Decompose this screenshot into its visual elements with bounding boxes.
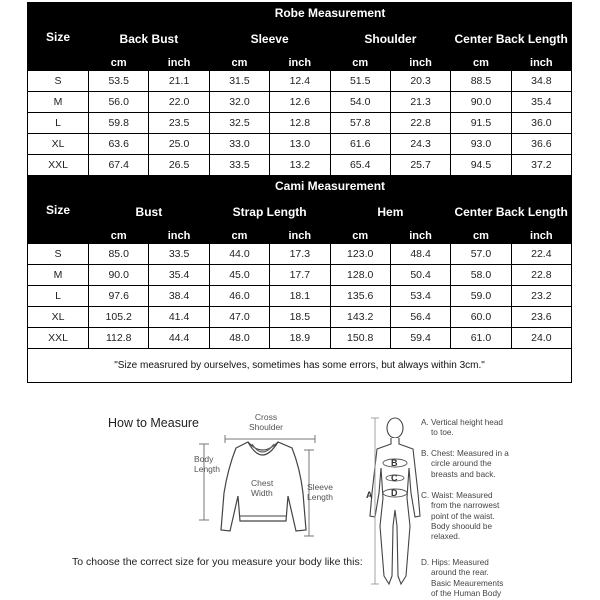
measurement-value: 20.3 xyxy=(390,71,450,92)
note-line: breasts and back. xyxy=(431,469,496,479)
body-length-label-line1: Body xyxy=(194,454,214,464)
measurement-value: 12.6 xyxy=(270,92,330,113)
chest-width-label-line1: Chest xyxy=(251,478,274,488)
measurement-value: 61.6 xyxy=(330,134,390,155)
note-letter: B. xyxy=(421,449,429,458)
measurement-value: 63.6 xyxy=(89,134,149,155)
measurement-value: 38.4 xyxy=(149,286,209,307)
measurement-value: 21.3 xyxy=(390,92,450,113)
cami-unit-header: inch xyxy=(390,228,450,244)
measurement-value: 67.4 xyxy=(89,155,149,176)
measurement-note-a xyxy=(421,418,503,439)
robe-units-row xyxy=(28,55,572,71)
table-row xyxy=(28,286,572,307)
measurement-note-b xyxy=(421,449,509,480)
body-letter-a: A xyxy=(366,490,373,500)
cami-unit-header: cm xyxy=(330,228,390,244)
size-label: XL xyxy=(28,307,89,328)
measurement-value: 97.6 xyxy=(89,286,149,307)
measurement-value: 90.0 xyxy=(451,92,511,113)
measurement-value: 60.0 xyxy=(451,307,511,328)
table-row xyxy=(28,92,572,113)
how-to-measure-title: How to Measure xyxy=(108,416,200,430)
sleeve-length-label-line2: Length xyxy=(307,492,333,502)
cami-unit-header: cm xyxy=(451,228,511,244)
size-label: XXL xyxy=(28,155,89,176)
measurement-value: 44.4 xyxy=(149,328,209,349)
note-text: Chest: Measured in a xyxy=(431,449,509,458)
measurement-value: 33.5 xyxy=(149,244,209,265)
body-letter-b: B xyxy=(391,458,398,468)
measurement-value: 48.4 xyxy=(390,244,450,265)
robe-unit-header: cm xyxy=(451,55,511,71)
measurement-value: 85.0 xyxy=(89,244,149,265)
cami-column-header: Bust xyxy=(89,197,210,228)
note-line xyxy=(421,558,503,568)
sleeve-length-label-line1: Sleeve xyxy=(307,482,333,492)
table-row xyxy=(28,134,572,155)
measurement-value: 150.8 xyxy=(330,328,390,349)
measurement-value: 94.5 xyxy=(451,155,511,176)
measurement-value: 35.4 xyxy=(149,265,209,286)
note-letter: A. xyxy=(421,418,429,427)
measurement-value: 36.6 xyxy=(511,134,571,155)
note-text: Vertical height head xyxy=(431,418,503,427)
measurement-value: 25.7 xyxy=(390,155,450,176)
size-note-row xyxy=(28,349,572,383)
table-row xyxy=(28,244,572,265)
measurement-value: 128.0 xyxy=(330,265,390,286)
measurement-value: 91.5 xyxy=(451,113,511,134)
measurement-value: 24.0 xyxy=(511,328,571,349)
size-label: S xyxy=(28,71,89,92)
robe-title-row xyxy=(28,3,572,24)
robe-column-header-row xyxy=(28,24,572,55)
measurement-value: 13.2 xyxy=(270,155,330,176)
note-line: from the narrowest xyxy=(431,501,500,511)
robe-column-header: Center Back Length xyxy=(451,24,572,55)
note-letter: C. xyxy=(421,491,430,500)
robe-size-header: Size xyxy=(28,3,89,71)
cami-measurement-table xyxy=(27,175,572,383)
chest-width-label-line2: Width xyxy=(251,488,273,498)
measurement-value: 59.8 xyxy=(89,113,149,134)
measurement-value: 44.0 xyxy=(209,244,269,265)
measurement-value: 123.0 xyxy=(330,244,390,265)
measurement-value: 18.1 xyxy=(270,286,330,307)
table-row xyxy=(28,307,572,328)
size-disclaimer-note: "Size measrured by ourselves, sometimes has some errors, but always within 3cm." xyxy=(28,349,572,383)
measurement-value: 25.0 xyxy=(149,134,209,155)
robe-unit-header: cm xyxy=(209,55,269,71)
cami-unit-header: cm xyxy=(209,228,269,244)
measurement-value: 36.0 xyxy=(511,113,571,134)
measurement-value: 33.5 xyxy=(209,155,269,176)
measurement-value: 112.8 xyxy=(89,328,149,349)
measurement-value: 56.4 xyxy=(390,307,450,328)
measurement-note-c xyxy=(421,491,499,542)
measurement-value: 57.0 xyxy=(451,244,511,265)
size-label: S xyxy=(28,244,89,265)
body-letter-d: D xyxy=(391,488,398,498)
note-line: circle around the xyxy=(431,459,492,469)
size-chart xyxy=(27,2,571,383)
measurement-value: 23.6 xyxy=(511,307,571,328)
robe-unit-header: cm xyxy=(330,55,390,71)
robe-unit-header: inch xyxy=(270,55,330,71)
measurement-value: 105.2 xyxy=(89,307,149,328)
cami-unit-header: inch xyxy=(149,228,209,244)
robe-unit-header: cm xyxy=(89,55,149,71)
measurement-value: 26.5 xyxy=(149,155,209,176)
cross-shoulder-label xyxy=(246,412,286,432)
measurement-value: 45.0 xyxy=(209,265,269,286)
measurement-value: 48.0 xyxy=(209,328,269,349)
measurement-value: 41.4 xyxy=(149,307,209,328)
sleeve-length-label xyxy=(307,482,333,502)
measurement-value: 12.8 xyxy=(270,113,330,134)
robe-column-header: Back Bust xyxy=(89,24,210,55)
measurement-value: 13.0 xyxy=(270,134,330,155)
measurement-value: 57.8 xyxy=(330,113,390,134)
size-label: L xyxy=(28,113,89,134)
cami-table-title: Cami Measurement xyxy=(89,176,572,197)
note-text: Waist: Measured xyxy=(431,491,493,500)
measurement-value: 23.2 xyxy=(511,286,571,307)
size-label: L xyxy=(28,286,89,307)
table-row xyxy=(28,71,572,92)
measurement-value: 32.0 xyxy=(209,92,269,113)
cami-title-row xyxy=(28,176,572,197)
measurement-value: 61.0 xyxy=(451,328,511,349)
chest-width-label xyxy=(251,478,273,498)
measurement-value: 17.3 xyxy=(270,244,330,265)
cami-unit-header: cm xyxy=(89,228,149,244)
cross-shoulder-label-line2: Shoulder xyxy=(248,422,284,432)
measurement-value: 31.5 xyxy=(209,71,269,92)
measurement-value: 88.5 xyxy=(451,71,511,92)
measurement-guide xyxy=(0,398,600,600)
measurement-value: 22.8 xyxy=(390,113,450,134)
cami-units-row xyxy=(28,228,572,244)
measurement-value: 51.5 xyxy=(330,71,390,92)
table-row xyxy=(28,265,572,286)
robe-unit-header: inch xyxy=(390,55,450,71)
measurement-value: 50.4 xyxy=(390,265,450,286)
measurement-value: 54.0 xyxy=(330,92,390,113)
measurement-value: 93.0 xyxy=(451,134,511,155)
cami-unit-header: inch xyxy=(270,228,330,244)
note-line xyxy=(421,449,509,459)
measurement-value: 35.4 xyxy=(511,92,571,113)
measurement-value: 17.7 xyxy=(270,265,330,286)
note-letter: D. xyxy=(421,558,430,567)
body-length-label xyxy=(194,454,220,474)
measurement-value: 23.5 xyxy=(149,113,209,134)
robe-measurement-table xyxy=(27,2,572,176)
robe-column-header: Sleeve xyxy=(209,24,330,55)
note-line xyxy=(421,491,499,501)
cross-shoulder-label-line1: Cross xyxy=(254,412,278,422)
note-line: around the rear. xyxy=(431,568,489,578)
measurement-value: 65.4 xyxy=(330,155,390,176)
measurement-value: 143.2 xyxy=(330,307,390,328)
measurement-value: 22.8 xyxy=(511,265,571,286)
note-text: Hips: Measured xyxy=(431,558,489,567)
measurement-value: 12.4 xyxy=(270,71,330,92)
measurement-value: 58.0 xyxy=(451,265,511,286)
measurement-value: 59.0 xyxy=(451,286,511,307)
robe-table-title: Robe Measurement xyxy=(89,3,572,24)
note-line: relaxed. xyxy=(431,532,461,542)
measurement-value: 21.1 xyxy=(149,71,209,92)
note-line: of the Human Body xyxy=(431,588,502,598)
measurement-value: 22.4 xyxy=(511,244,571,265)
cami-unit-header: inch xyxy=(511,228,571,244)
measurement-value: 56.0 xyxy=(89,92,149,113)
measurement-value: 18.5 xyxy=(270,307,330,328)
size-label: M xyxy=(28,265,89,286)
table-row xyxy=(28,155,572,176)
measurement-value: 59.4 xyxy=(390,328,450,349)
robe-column-header: Shoulder xyxy=(330,24,451,55)
measurement-note-d xyxy=(421,558,503,599)
note-line: Basic Meaurements xyxy=(431,578,504,588)
measurement-value: 24.3 xyxy=(390,134,450,155)
measurement-value: 33.0 xyxy=(209,134,269,155)
measurement-value: 32.5 xyxy=(209,113,269,134)
size-label: M xyxy=(28,92,89,113)
garment-measure-diagram xyxy=(0,398,600,600)
body-length-label-line2: Length xyxy=(194,464,220,474)
measurement-value: 53.5 xyxy=(89,71,149,92)
size-label: XL xyxy=(28,134,89,155)
robe-unit-header: inch xyxy=(149,55,209,71)
note-line xyxy=(421,418,503,428)
measurement-value: 135.6 xyxy=(330,286,390,307)
note-line: point of the waist. xyxy=(431,511,495,521)
cami-column-header-row xyxy=(28,197,572,228)
choose-size-instruction: To choose the correct size for you measure your body like this: xyxy=(72,556,363,568)
table-row xyxy=(28,328,572,349)
body-letter-c: C xyxy=(391,473,398,483)
measurement-value: 46.0 xyxy=(209,286,269,307)
cami-column-header: Strap Length xyxy=(209,197,330,228)
measurement-value: 18.9 xyxy=(270,328,330,349)
cami-size-header: Size xyxy=(28,176,89,244)
measurement-value: 34.8 xyxy=(511,71,571,92)
cami-column-header: Center Back Length xyxy=(451,197,572,228)
cami-column-header: Hem xyxy=(330,197,451,228)
note-line: Body shoould be xyxy=(431,521,492,531)
measurement-value: 53.4 xyxy=(390,286,450,307)
measurement-value: 22.0 xyxy=(149,92,209,113)
measurement-value: 90.0 xyxy=(89,265,149,286)
table-row xyxy=(28,113,572,134)
size-label: XXL xyxy=(28,328,89,349)
note-line: to toe. xyxy=(431,428,454,438)
measurement-value: 37.2 xyxy=(511,155,571,176)
measurement-value: 47.0 xyxy=(209,307,269,328)
robe-unit-header: inch xyxy=(511,55,571,71)
